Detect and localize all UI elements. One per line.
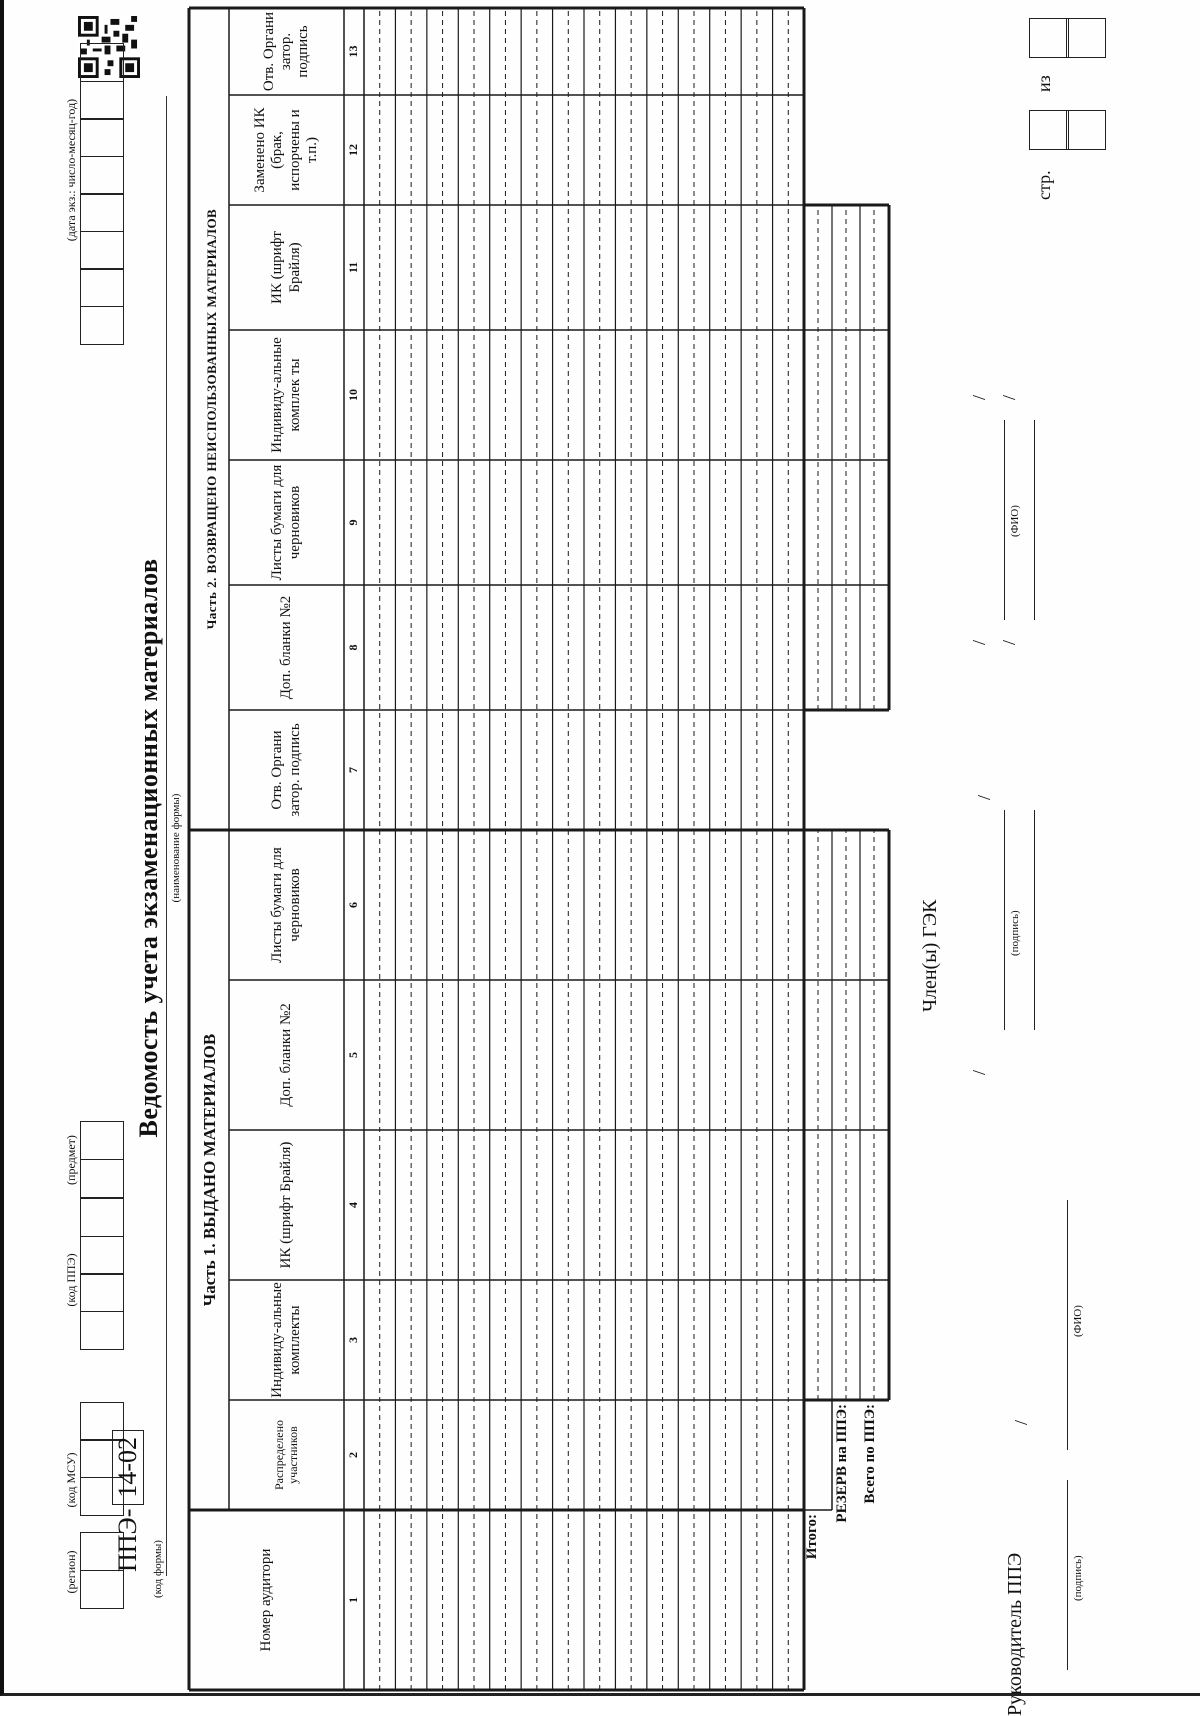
itogo-label: Итого: xyxy=(804,1514,820,1560)
head-signature-hint: (подпись) xyxy=(1072,1555,1084,1601)
gek-signature-hint: (подпись) xyxy=(1009,910,1021,956)
column-number-11: 11 xyxy=(346,261,360,274)
column-number-10: 10 xyxy=(346,389,360,401)
column-header-8: Доп. бланки №2 xyxy=(277,595,294,700)
form-prefix: ППЭ- xyxy=(113,1508,142,1572)
column-header-3: Индивиду-альные комплекты xyxy=(269,1282,303,1398)
of-label: из xyxy=(1034,75,1054,92)
page-label: стр. xyxy=(1034,170,1054,200)
head-ppe-label: Руководитель ППЭ xyxy=(1004,1552,1026,1716)
part1-title: Часть 1. ВЫДАНО МАТЕРИАЛОВ xyxy=(200,1033,219,1307)
column-number-2: 2 xyxy=(346,1452,360,1458)
form-code-hint: (код формы) xyxy=(152,1540,164,1598)
reserve-label: РЕЗЕРВ на ППЭ: xyxy=(834,1404,850,1523)
signature-slash-3: / xyxy=(974,794,994,800)
column-header-5: Доп. бланки №2 xyxy=(277,1003,294,1107)
gek-signature-line-2[interactable] xyxy=(1034,810,1035,1030)
column-number-9: 9 xyxy=(346,519,360,526)
signature-slash-7: / xyxy=(999,394,1019,400)
page-number-box-1[interactable] xyxy=(1029,110,1069,150)
column-header-4: ИК (шрифт Брайля) xyxy=(277,1141,294,1269)
column-header-10: Индивиду-альные комплек ты xyxy=(269,337,303,453)
signature-slash-1: / xyxy=(1011,1419,1031,1425)
total-ppe-label: Всего по ППЭ: xyxy=(862,1404,878,1504)
head-fio-hint: (ФИО) xyxy=(1072,1305,1084,1337)
region-label: (регион) xyxy=(64,1550,78,1594)
gek-fio-hint: (ФИО) xyxy=(1009,505,1021,537)
gek-signature-line-1[interactable] xyxy=(1004,810,1005,1030)
column-header-11: ИК (шрифт Брайля) xyxy=(269,231,303,304)
table-grid xyxy=(4,0,1200,1696)
column-header-2: Распределено участников xyxy=(271,1419,300,1491)
gek-fio-line-1[interactable] xyxy=(1004,420,1005,620)
signature-slash-4: / xyxy=(969,639,989,645)
page-number-box-2[interactable] xyxy=(1066,110,1106,150)
column-header-6: Листы бумаги для черновиков xyxy=(269,847,303,963)
column-number-7: 7 xyxy=(346,767,360,773)
column-number-12: 12 xyxy=(346,144,360,156)
column-number-3: 3 xyxy=(346,1337,360,1343)
column-header-12: Заменено ИК (брак, испорчены и т.п.) xyxy=(252,107,320,193)
subject-label: (предмет) xyxy=(64,1135,78,1185)
ppe-code-label: (код ППЭ) xyxy=(64,1253,78,1307)
mcu-label: (код МСУ) xyxy=(64,1452,78,1508)
form-number: 14-02 xyxy=(112,1430,144,1505)
column-number-4: 4 xyxy=(346,1202,360,1208)
page-total-box-2[interactable] xyxy=(1066,18,1106,58)
signature-slash-6: / xyxy=(969,394,989,400)
page-title: Ведомость учета экзаменационных материалов xyxy=(134,558,163,1138)
gek-members-label: Член(ы) ГЭК xyxy=(919,899,941,1012)
exam-date-label: (дата экз.: число-месяц-год) xyxy=(64,98,78,242)
column-header-7: Отв. Органи затор. подпись xyxy=(269,723,303,817)
title-hint: (наименование формы) xyxy=(170,793,182,903)
column-number-13: 13 xyxy=(346,45,360,58)
column-header-1: Номер аудитори xyxy=(257,1548,274,1652)
page-total-box-1[interactable] xyxy=(1029,18,1069,58)
column-number-5: 5 xyxy=(346,1052,360,1058)
signature-slash-5: / xyxy=(999,639,1019,645)
rotated-form xyxy=(4,0,1200,1716)
gek-fio-line-2[interactable] xyxy=(1034,420,1035,620)
column-header-13: Отв. Органи затор. подпись xyxy=(260,11,312,92)
head-signature-line[interactable] xyxy=(1067,1480,1068,1670)
column-number-8: 8 xyxy=(346,644,360,651)
column-number-6: 6 xyxy=(346,902,360,908)
head-fio-line[interactable] xyxy=(1067,1200,1068,1450)
part2-title: Часть 2. ВОЗВРАЩЕНО НЕИСПОЛЬЗОВАННЫХ МАТЕРИАЛОВ xyxy=(204,208,219,630)
signature-slash-2: / xyxy=(969,1069,989,1075)
column-number-1: 1 xyxy=(346,1597,360,1603)
column-header-9: Листы бумаги для черновиков xyxy=(269,464,303,581)
